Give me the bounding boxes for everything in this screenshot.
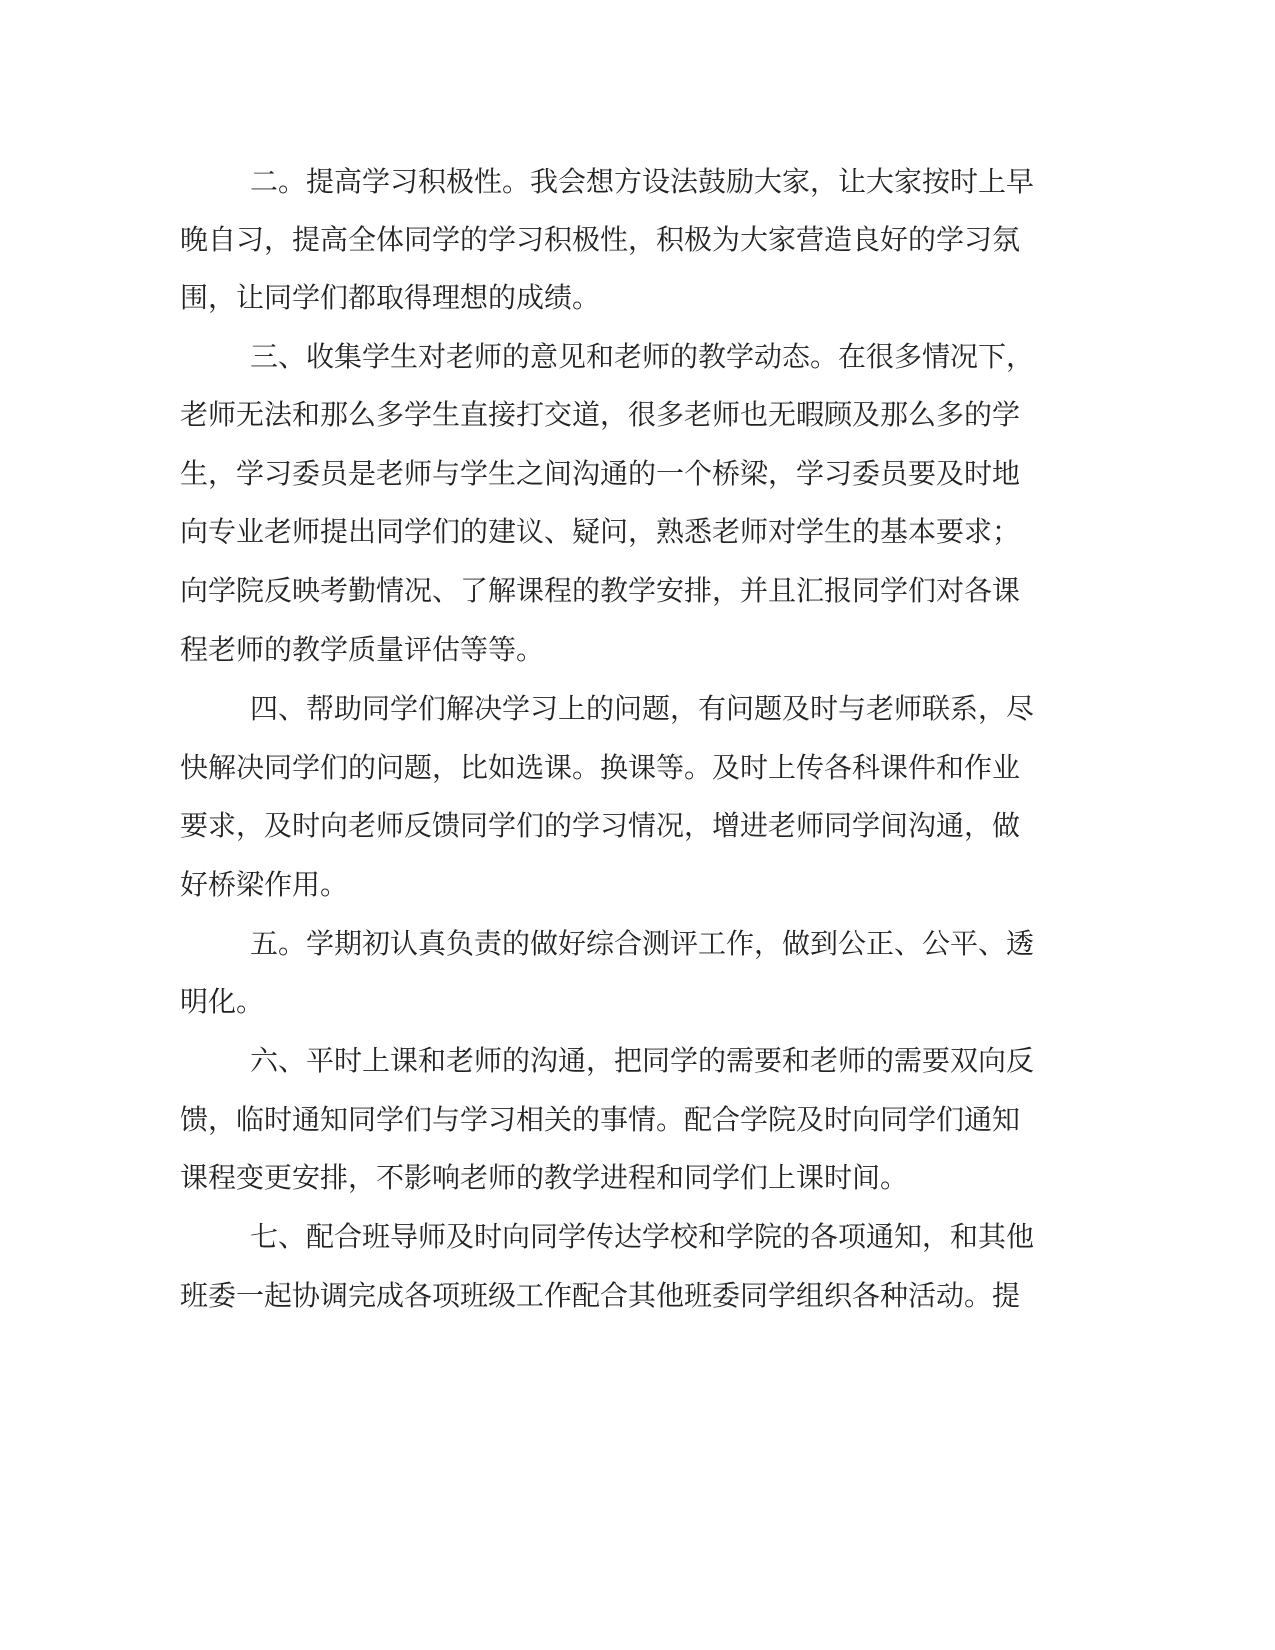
paragraph-line: 快解决同学们的问题，比如选课。换课等。及时上传各科课件和作业 [180,751,1021,784]
paragraph-line: 四、帮助同学们解决学习上的问题，有问题及时与老师联系，尽 [250,692,1035,725]
paragraph-line: 班委一起协调完成各项班级工作配合其他班委同学组织各种活动。提 [180,1279,1021,1312]
paragraph-line: 二。提高学习积极性。我会想方设法鼓励大家，让大家按时上早 [250,165,1035,198]
paragraph-line: 要求，及时向老师反馈同学们的学习情况，增进老师同学间沟通，做 [180,809,1021,842]
paragraph-line: 六、平时上课和老师的沟通，把同学的需要和老师的需要双向反 [250,1044,1035,1077]
paragraph-line: 程老师的教学质量评估等等。 [180,633,545,666]
paragraph-line: 老师无法和那么多学生直接打交道，很多老师也无暇顾及那么多的学 [180,398,1021,431]
paragraph-line: 围，让同学们都取得理想的成绩。 [180,281,601,314]
paragraph-line: 明化。 [180,985,265,1018]
paragraph-line: 晚自习，提高全体同学的学习积极性，积极为大家营造良好的学习氛 [180,223,1021,256]
paragraph-line: 课程变更安排，不影响老师的教学进程和同学们上课时间。 [180,1161,909,1194]
paragraph-line: 五。学期初认真负责的做好综合测评工作，做到公正、公平、透 [250,927,1035,960]
paragraph-line: 向学院反映考勤情况、了解课程的教学安排，并且汇报同学们对各课 [180,574,1021,607]
paragraph-line: 三、收集学生对老师的意见和老师的教学动态。在很多情况下， [250,340,1035,373]
paragraph-line: 向专业老师提出同学们的建议、疑问，熟悉老师对学生的基本要求； [180,515,1021,548]
paragraph-line: 馈，临时通知同学们与学习相关的事情。配合学院及时向同学们通知 [180,1103,1021,1136]
paragraph-line: 生，学习委员是老师与学生之间沟通的一个桥梁，学习委员要及时地 [180,457,1021,490]
paragraph-line: 七、配合班导师及时向同学传达学校和学院的各项通知，和其他 [250,1220,1035,1253]
paragraph-line: 好桥梁作用。 [180,868,349,901]
